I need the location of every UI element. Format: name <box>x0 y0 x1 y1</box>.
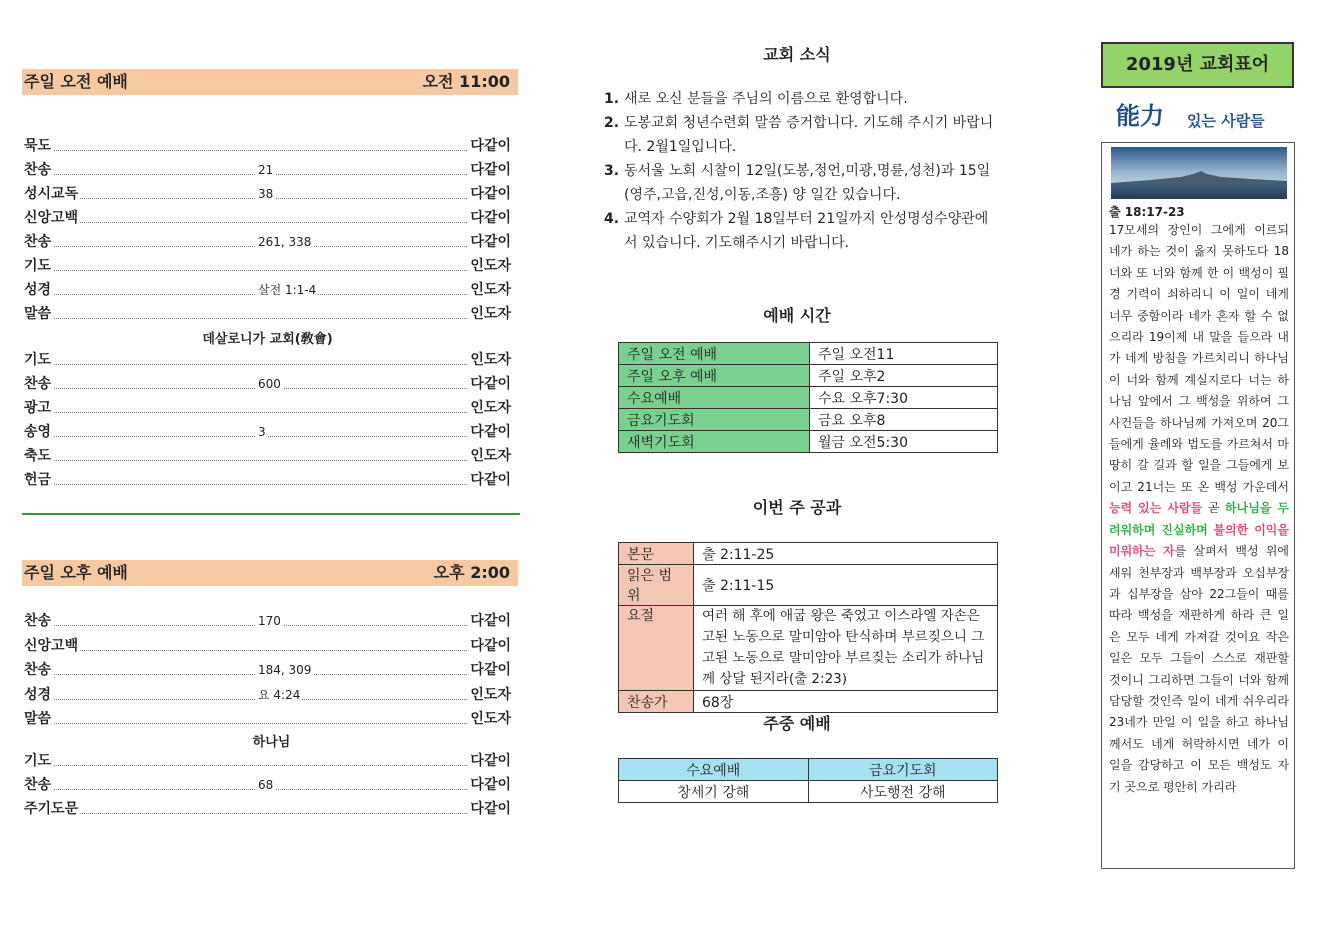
order-item-leader: 다같이 <box>468 135 511 157</box>
news-item <box>604 207 999 255</box>
motto-subtitle: 있는 사람들 <box>1187 112 1265 130</box>
leader-dots <box>24 484 511 485</box>
lesson-table <box>618 542 998 713</box>
news-item-number: 3. <box>604 163 620 179</box>
leader-dots <box>24 650 511 651</box>
midweek-header: 금요기도회 <box>808 759 998 781</box>
order-item-reference: 170 <box>256 610 283 632</box>
order-item-leader: 인도자 <box>468 303 511 325</box>
lesson-label: 요절 <box>619 606 694 691</box>
order-item-label: 성경 <box>24 279 53 301</box>
order-item-leader: 인도자 <box>468 708 511 730</box>
midweek-title: 주중 예배 <box>763 714 831 733</box>
order-row <box>24 349 511 371</box>
order-item-label: 기도 <box>24 750 53 772</box>
verse-highlight: 불의한 이익을 미워하는 자 <box>1109 522 1289 559</box>
order-item-label: 찬송 <box>24 610 53 632</box>
order-row <box>24 397 511 419</box>
lesson-value: 여러 해 후에 애굽 왕은 죽었고 이스라엘 자손은 고된 노동으로 말미암아 탄식하며 부르짖으니 그 고된 노동으로 말미암아 부르짖는 소리가 하나님께 상달 된지라(출 2:23) <box>694 606 998 691</box>
order-item-label: 광고 <box>24 397 53 419</box>
order-item-reference: 21 <box>256 159 275 181</box>
leader-dots <box>24 723 511 724</box>
leader-dots <box>24 765 511 766</box>
schedule-name: 수요예배 <box>619 387 810 409</box>
leader-dots <box>24 813 511 814</box>
schedule-time: 월금 오전5:30 <box>810 431 998 453</box>
afternoon-service-header <box>22 560 518 586</box>
order-item-leader: 인도자 <box>468 255 511 277</box>
order-row <box>24 774 511 796</box>
order-item-leader: 다같이 <box>468 469 511 491</box>
order-item-reference: 요 4:24 <box>256 684 302 706</box>
order-item-reference: 600 <box>256 373 283 395</box>
schedule-name: 주일 오후 예배 <box>619 365 810 387</box>
order-item-leader: 인도자 <box>468 445 511 467</box>
order-item-label: 찬송 <box>24 373 53 395</box>
morning-service-header <box>22 69 518 95</box>
order-item-label: 축도 <box>24 445 53 467</box>
news-title: 교회 소식 <box>763 45 831 64</box>
order-item-label: 성시교독 <box>24 183 80 205</box>
order-row <box>24 255 511 277</box>
order-item-label: 말씀 <box>24 303 53 325</box>
lesson-label: 읽은 범위 <box>619 565 694 606</box>
midweek-table <box>618 758 998 803</box>
news-item-text: 교역자 수양회가 2월 18일부터 21일까지 안성명성수양관에서 있습니다. 기도해주시기 바랍니다. <box>624 211 989 251</box>
leader-dots <box>24 150 511 151</box>
midweek-header: 수요예배 <box>619 759 809 781</box>
schedule-name: 주일 오전 예배 <box>619 343 810 365</box>
afternoon-service-time: 오후 2:00 <box>433 563 510 582</box>
order-item-label: 찬송 <box>24 231 53 253</box>
order-row <box>24 445 511 467</box>
midweek-value: 창세기 강해 <box>619 781 809 803</box>
lesson-value: 출 2:11-15 <box>694 565 998 606</box>
order-item-reference: 살전 1:1-4 <box>256 279 318 301</box>
order-item-reference: 38 <box>256 183 275 205</box>
schedule-time: 주일 오전11 <box>810 343 998 365</box>
motto-box <box>1101 42 1294 88</box>
order-row <box>24 635 511 657</box>
order-row <box>24 159 511 181</box>
news-item-number: 4. <box>604 211 620 227</box>
schedule-time: 수요 오후7:30 <box>810 387 998 409</box>
order-item-label: 기도 <box>24 255 53 277</box>
order-item-leader: 인도자 <box>468 349 511 371</box>
order-item-reference: 261, 338 <box>256 231 313 253</box>
lesson-title: 이번 주 공과 <box>752 498 842 517</box>
leader-dots <box>24 318 511 319</box>
order-item-label: 헌금 <box>24 469 53 491</box>
section-divider <box>22 513 520 515</box>
order-row <box>24 684 511 706</box>
order-item-label: 말씀 <box>24 708 53 730</box>
afternoon-sermon-title: 하나님 <box>252 735 291 750</box>
order-row <box>24 373 511 395</box>
order-row <box>24 279 511 301</box>
lesson-label: 본문 <box>619 543 694 565</box>
order-row <box>24 303 511 325</box>
order-item-label: 묵도 <box>24 135 53 157</box>
news-item-text: 동서울 노회 시찰이 12일(도봉,정언,미광,명륜,성천)과 15일(영주,고읍,진성,이동,조흥) 양 일간 있습니다. <box>624 163 991 203</box>
order-item-reference: 184, 309 <box>256 659 313 681</box>
order-item-reference: 68 <box>256 774 275 796</box>
order-item-label: 송영 <box>24 421 53 443</box>
order-row <box>24 207 511 229</box>
motto-title: 2019년 교회표어 <box>1125 54 1270 75</box>
verse-text <box>1109 220 1289 798</box>
order-item-leader: 다같이 <box>468 207 511 229</box>
morning-sermon-title: 데살로니가 교회(敎會) <box>202 332 333 347</box>
order-row <box>24 708 511 730</box>
leader-dots <box>24 270 511 271</box>
news-item <box>604 111 999 159</box>
order-item-label: 찬송 <box>24 774 53 796</box>
lesson-label: 찬송가 <box>619 691 694 713</box>
verse-highlight: 하나님을 두려워하며 진실하며 <box>1109 501 1289 537</box>
news-item <box>604 159 999 207</box>
news-list <box>604 87 999 255</box>
schedule-time: 주일 오후2 <box>810 365 998 387</box>
order-row <box>24 231 511 253</box>
news-item-text: 도봉교회 청년수련회 말씀 증거합니다. 기도해 주시기 바랍니다. 2월1일입니다. <box>624 115 994 155</box>
news-item-number: 2. <box>604 115 620 131</box>
order-item-label: 성경 <box>24 684 53 706</box>
leader-dots <box>24 364 511 365</box>
order-item-leader: 인도자 <box>468 279 511 301</box>
schedule-title: 예배 시간 <box>763 306 831 325</box>
schedule-name: 새벽기도회 <box>619 431 810 453</box>
order-row <box>24 798 511 820</box>
order-item-label: 신앙고백 <box>24 207 80 229</box>
order-item-label: 기도 <box>24 349 53 371</box>
order-item-leader: 다같이 <box>468 373 511 395</box>
verse-part: 17모세의 장인이 그에게 이르되 네가 하는 것이 옳지 못하도다 18너와 또 너와 함께 한 이 백성이 필경 기력이 쇠하리니 이 일이 네게 너무 중함이라 네가 혼자 할 수 없으리라 19이제 내 말을 들으라 내가 네게 방침을 가르치리니 하나님이 너와 함께 계실지로다 너는 하나님 앞에서 그 백성을 위하여 그 사건들을 하나님께 가져오며 20그들에게 율례와 법도를 가르쳐서 마땅히 갈 길과 할 일을 그들에게 보이고 21너는 또 온 백성 가운데서 <box>1109 223 1289 494</box>
lesson-value: 68장 <box>694 691 998 713</box>
order-item-reference: 3 <box>256 421 268 443</box>
leader-dots <box>24 460 511 461</box>
leader-dots <box>24 222 511 223</box>
verse-highlight: 능력 있는 사람들 <box>1109 501 1203 516</box>
schedule-name: 금요기도회 <box>619 409 810 431</box>
order-item-leader: 다같이 <box>468 159 511 181</box>
afternoon-service-title: 주일 오후 예배 <box>24 563 128 582</box>
order-item-leader: 다같이 <box>468 183 511 205</box>
order-item-label: 신앙고백 <box>24 635 80 657</box>
leader-dots <box>24 412 511 413</box>
order-row <box>24 421 511 443</box>
order-item-leader: 다같이 <box>468 421 511 443</box>
order-row <box>24 469 511 491</box>
order-row <box>24 750 511 772</box>
mountain-landscape-image <box>1111 147 1287 199</box>
midweek-value: 사도행전 강해 <box>808 781 998 803</box>
motto-hanja: 能力 <box>1116 101 1164 130</box>
order-item-leader: 다같이 <box>468 231 511 253</box>
news-item-text: 새로 오신 분들을 주님의 이름으로 환영합니다. <box>624 91 908 107</box>
order-item-leader: 다같이 <box>468 750 511 772</box>
schedule-time: 금요 오후8 <box>810 409 998 431</box>
order-item-leader: 다같이 <box>468 635 511 657</box>
order-item-leader: 인도자 <box>468 684 511 706</box>
lesson-value: 출 2:11-25 <box>694 543 998 565</box>
order-row <box>24 135 511 157</box>
morning-service-title: 주일 오전 예배 <box>24 72 128 91</box>
order-row <box>24 610 511 632</box>
verse-reference: 출 18:17-23 <box>1109 205 1185 219</box>
order-item-leader: 인도자 <box>468 397 511 419</box>
order-item-label: 찬송 <box>24 159 53 181</box>
order-row <box>24 183 511 205</box>
verse-part: 곧 <box>1202 501 1226 516</box>
schedule-table <box>618 342 998 453</box>
order-item-label: 주기도문 <box>24 798 80 820</box>
order-item-label: 찬송 <box>24 659 53 681</box>
order-row <box>24 659 511 681</box>
news-item-number: 1. <box>604 91 620 107</box>
morning-service-time: 오전 11:00 <box>422 72 510 91</box>
verse-part: 를 살펴서 백성 위에 세워 천부장과 백부장과 오십부장과 십부장을 삼아 22그들이 때를 따라 백성을 재판하게 하라 큰 일은 모두 네게 가져갈 것이요 작은 일은 모두 그들이 스스로 재판할 것이니 그리하면 그들이 너와 함께 담당할 것인즉 일이 네게 쉬우리라 23네가 만일 이 일을 하고 하나님께서도 네게 허락하시면 네가 이 일을 감당하고 이 모든 백성도 자기 곳으로 평안히 가리라 <box>1109 544 1289 794</box>
order-item-leader: 다같이 <box>468 798 511 820</box>
order-item-leader: 다같이 <box>468 774 511 796</box>
order-item-leader: 다같이 <box>468 659 511 681</box>
news-item <box>604 87 999 111</box>
order-item-leader: 다같이 <box>468 610 511 632</box>
